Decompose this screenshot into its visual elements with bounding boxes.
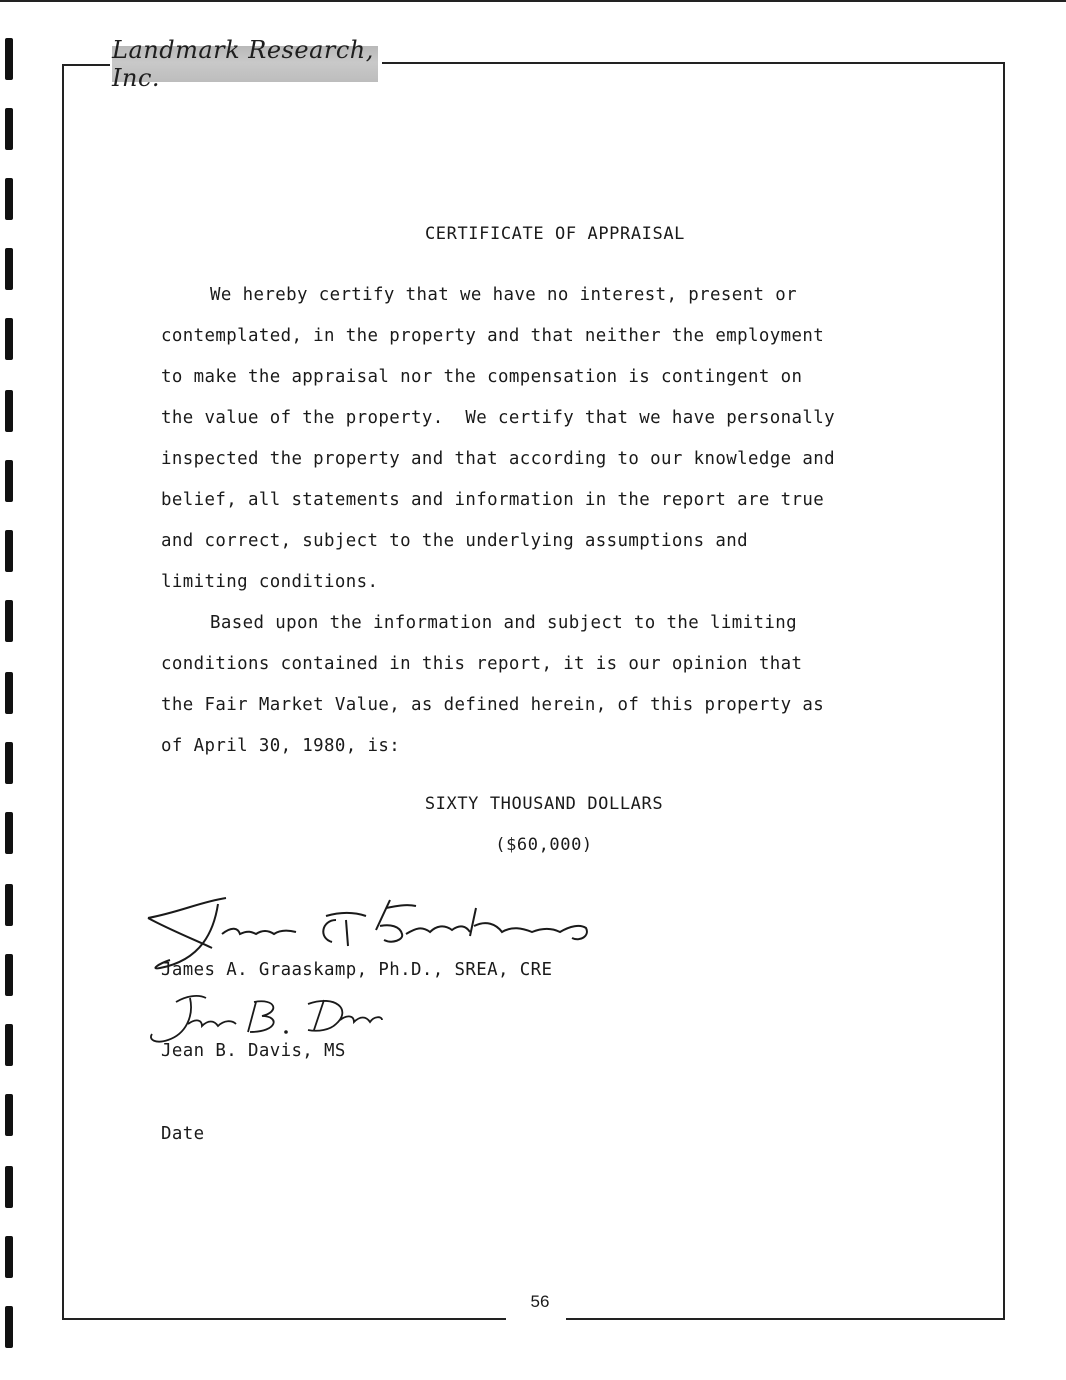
paragraph-line: the Fair Market Value, as defined herein, of this property as	[161, 695, 825, 715]
binding-mark	[5, 318, 13, 360]
company-logo-text: Landmark Research, Inc.	[112, 36, 374, 92]
frame-right	[1003, 62, 1005, 1320]
binding-mark	[5, 884, 13, 926]
binding-mark	[5, 108, 13, 150]
date-label: Date	[161, 1124, 205, 1144]
paragraph-line: We hereby certify that we have no interest, present or	[210, 285, 797, 305]
binding-mark	[5, 1166, 13, 1208]
binding-mark	[5, 178, 13, 220]
binding-mark	[5, 248, 13, 290]
binding-mark	[5, 1094, 13, 1136]
binding-mark	[5, 742, 13, 784]
paragraph-line: contemplated, in the property and that neither the employment	[161, 326, 825, 346]
page-number: 56	[530, 1292, 550, 1311]
document-title: CERTIFICATE OF APPRAISAL	[424, 224, 686, 244]
binding-mark	[5, 390, 13, 432]
paragraph-line: of April 30, 1980, is:	[161, 736, 401, 756]
appraised-value-words: SIXTY THOUSAND DOLLARS	[424, 794, 664, 814]
paragraph-line: limiting conditions.	[161, 572, 379, 592]
frame-bottom-right	[566, 1318, 1005, 1320]
paragraph-line: belief, all statements and information in the report are true	[161, 490, 825, 510]
page-top-edge	[0, 0, 1066, 2]
paragraph-line: the value of the property. We certify that we have personally	[161, 408, 835, 428]
binding-mark	[5, 672, 13, 714]
binding-mark	[5, 600, 13, 642]
frame-top-right	[382, 62, 1005, 64]
paragraph-line: Based upon the information and subject to the limiting	[210, 613, 797, 633]
paragraph-line: and correct, subject to the underlying assumptions and	[161, 531, 748, 551]
frame-bottom-left	[62, 1318, 506, 1320]
binding-mark	[5, 1236, 13, 1278]
paragraph-line: to make the appraisal nor the compensation is contingent on	[161, 367, 803, 387]
paragraph-line: inspected the property and that according to our knowledge and	[161, 449, 835, 469]
binding-mark	[5, 460, 13, 502]
signatory-name: James A. Graaskamp, Ph.D., SREA, CRE	[161, 960, 553, 980]
appraised-value-numeric: ($60,000)	[495, 835, 593, 855]
frame-left	[62, 64, 64, 1320]
company-logo	[112, 36, 378, 92]
binding-mark	[5, 954, 13, 996]
binding-mark	[5, 1024, 13, 1066]
signatory-name: Jean B. Davis, MS	[161, 1041, 346, 1061]
paragraph-line: conditions contained in this report, it is our opinion that	[161, 654, 803, 674]
binding-mark	[5, 1306, 13, 1348]
binding-mark	[5, 38, 13, 80]
binding-mark	[5, 530, 13, 572]
frame-top-left	[62, 64, 110, 66]
